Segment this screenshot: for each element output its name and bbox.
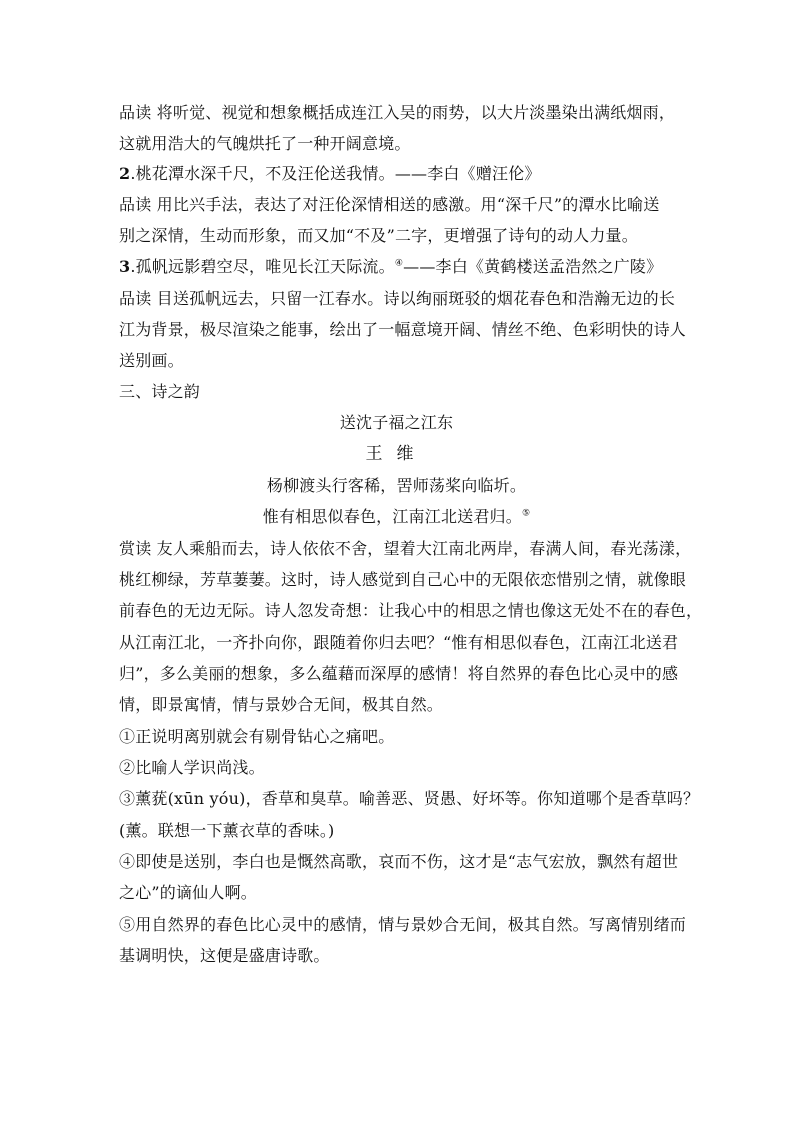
item-number: 2	[119, 164, 131, 183]
footnote	[119, 789, 699, 809]
appreciation-text: 从江南江北，一齐扑向你，跟随着你归去吧？“惟有相思似春色，江南江北送君	[119, 633, 679, 652]
paragraph-text: 品读 用比兴手法，表达了对汪伦深情相送的感激。用“深千尺”的潭水比喻送	[119, 195, 660, 214]
footnote-text: ④即使是送别，李白也是慨然高歌，哀而不伤，这才是“志气宏放，飘然有超世	[119, 852, 679, 871]
poem-line	[0, 476, 793, 496]
footnote-marker: ⑤	[521, 508, 531, 519]
poem-title	[0, 413, 793, 433]
footnote	[119, 821, 335, 841]
paragraph-line	[119, 320, 686, 340]
poem-author-text: 王维	[365, 444, 428, 464]
paragraph-text: 品读 目送孤帆远去，只留一江春水。诗以绚丽斑驳的烟花春色和浩瀚无边的长	[119, 289, 676, 308]
footnote	[119, 915, 686, 935]
section-heading	[119, 382, 200, 402]
appreciation-line	[119, 695, 443, 715]
poem-author	[0, 444, 793, 464]
appreciation-line	[119, 570, 686, 590]
quote-source: ——李白《黄鹤楼送孟浩然之广陵》	[403, 257, 663, 276]
footnote-marker: ④	[394, 258, 404, 269]
footnote-text: 基调明快，这便是盛唐诗歌。	[119, 946, 330, 965]
footnote	[119, 852, 678, 872]
section-heading-text: 三、诗之韵	[119, 382, 201, 401]
paragraph-line	[119, 351, 184, 371]
footnote	[119, 758, 265, 778]
poem-line-text: 惟有相思似春色，江南江北送君归。	[262, 507, 522, 526]
appreciation-text: 前春色的无边无际。诗人忽发奇想：让我心中的相思之情也像这无处不在的春色，	[119, 601, 703, 620]
appreciation-line	[119, 601, 702, 621]
poem-line-text: 杨柳渡头行客稀，罟师荡桨向临圻。	[266, 476, 527, 495]
paragraph-text: 江为背景，极尽渲染之能事，绘出了一幅意境开阔、情丝不绝、色彩明快的诗人	[119, 320, 687, 339]
footnote-text: 之心”的谪仙人啊。	[119, 883, 257, 902]
paragraph-text: 送别画。	[119, 351, 184, 370]
quote-text: .孤帆远影碧空尽，唯见长江天际流。	[130, 257, 395, 276]
footnote-text: ①正说明离别就会有剔骨钻心之痛吧。	[119, 727, 395, 746]
appreciation-text: 桃红柳绿，芳草萋萋。这时，诗人感觉到自己心中的无限依恋惜别之情，就像眼	[119, 570, 687, 589]
appreciation-text: 归”，多么美丽的想象，多么蕴藉而深厚的感情！将自然界的春色比心灵中的感	[119, 664, 679, 683]
appreciation-line	[119, 664, 678, 684]
appreciation-line	[119, 539, 691, 559]
paragraph-line	[119, 289, 675, 309]
footnote-text: ②比喻人学识尚浅。	[119, 758, 265, 777]
poem-quote-line	[119, 257, 662, 277]
paragraph-line	[119, 134, 411, 154]
paragraph-line	[119, 226, 638, 246]
poem-title-text: 送沈子福之江东	[339, 413, 454, 432]
footnote-text: ③薰莸(xūn yóu)，香草和臭草。喻善恶、贤愚、好坏等。你知道哪个是香草吗？	[119, 789, 700, 808]
footnote	[119, 946, 330, 966]
quote-text: .桃花潭水深千尺，不及汪伦送我情。——李白《赠汪伦》	[130, 164, 541, 183]
paragraph-text: 品读 将听觉、视觉和想象概括成连江入吴的雨势，以大片淡墨染出满纸烟雨，	[119, 103, 676, 122]
appreciation-line	[119, 633, 678, 653]
paragraph-line	[119, 103, 675, 123]
footnote	[119, 727, 394, 747]
item-number: 3	[119, 257, 131, 276]
paragraph-text: 别之深情，生动而形象，而又加“不及”二字，更增强了诗句的动人力量。	[119, 226, 638, 245]
paragraph-line	[119, 195, 659, 215]
paragraph-text: 这就用浩大的气魄烘托了一种开阔意境。	[119, 134, 411, 153]
poem-quote-line	[119, 164, 541, 184]
footnote-text: (薰。联想一下薰衣草的香味。)	[119, 821, 335, 840]
poem-line	[0, 507, 793, 527]
appreciation-text: 情，即景寓情，情与景妙合无间，极其自然。	[119, 695, 444, 714]
appreciation-text: 赏读 友人乘船而去，诗人依依不舍，望着大江南北两岸，春满人间，春光荡漾，	[119, 539, 692, 558]
footnote-text: ⑤用自然界的春色比心灵中的感情，情与景妙合无间，极其自然。写离情别绪而	[119, 915, 687, 934]
footnote	[119, 883, 257, 903]
